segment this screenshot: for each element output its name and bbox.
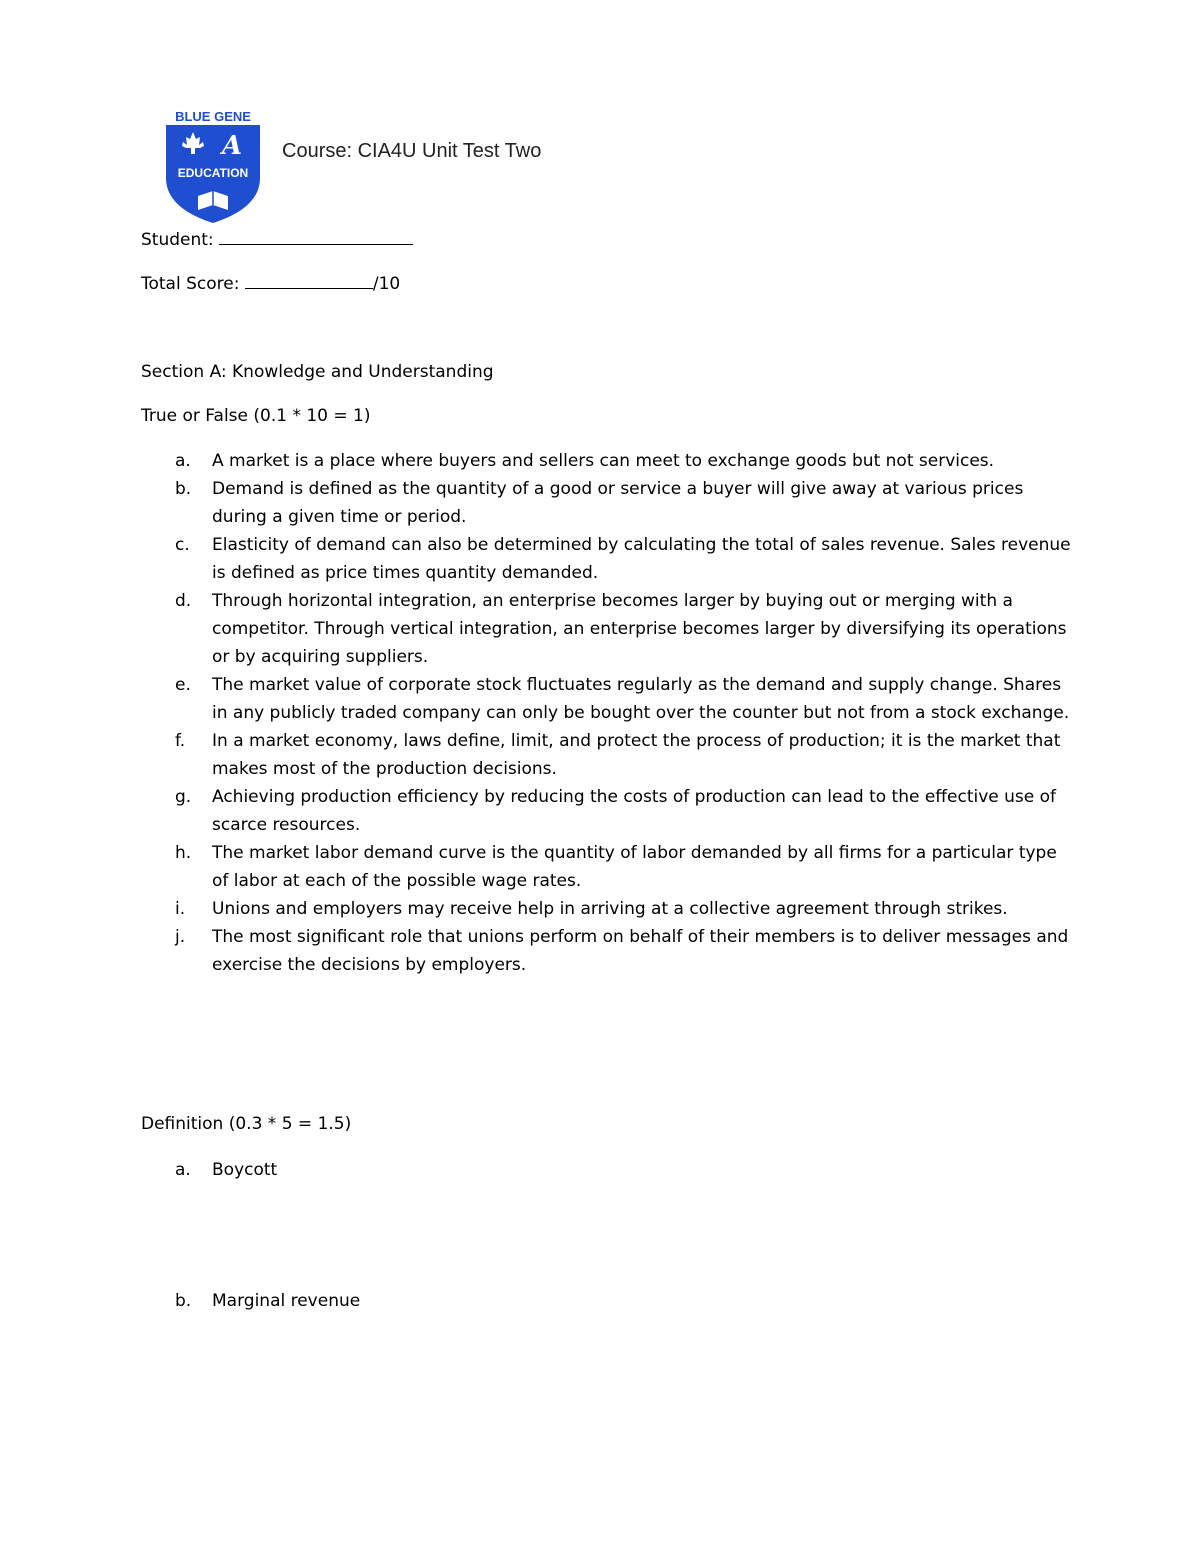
list-item (141, 839, 1071, 895)
list-item (141, 895, 1071, 923)
section-heading: Section A: Knowledge and Understanding (141, 362, 494, 382)
student-label: Student: (141, 230, 214, 250)
item-letter: f. (175, 731, 186, 751)
list-item (141, 447, 1071, 475)
list-item (141, 727, 1071, 783)
item-text: A market is a place where buyers and sellers can meet to exchange goods but not services. (212, 451, 995, 471)
list-item (141, 587, 1071, 671)
blue-gene-education-logo (160, 108, 266, 224)
item-letter: b. (175, 1291, 192, 1311)
logo-bottom-text: EDUCATION (177, 166, 249, 180)
item-text: The most significant role that unions perform on behalf of their members is to deliver messages and exercise the decisions by employers. (212, 927, 1069, 975)
item-letter: g. (175, 787, 192, 807)
item-letter: a. (175, 451, 191, 471)
item-letter: j. (175, 927, 186, 947)
list-item (141, 671, 1071, 727)
list-item (141, 923, 1071, 979)
item-letter: c. (175, 535, 190, 555)
item-text: The market labor demand curve is the quantity of labor demanded by all firms for a particular type of labor at each of the possible wage rates. (212, 843, 1057, 891)
list-item (141, 531, 1071, 587)
list-item (141, 783, 1071, 839)
course-title: Course: CIA4U Unit Test Two (282, 140, 542, 162)
item-letter: d. (175, 591, 192, 611)
item-text: The market value of corporate stock fluctuates regularly as the demand and supply change. Shares in any publicly traded company can only be bought over the counter but not from a stock exchange. (212, 675, 1070, 723)
true-false-list (141, 447, 1071, 979)
student-field (141, 230, 413, 250)
item-text: Boycott (212, 1160, 278, 1180)
item-letter: h. (175, 843, 192, 863)
item-letter: e. (175, 675, 191, 695)
definition-item-marginal-revenue (141, 1287, 1071, 1315)
item-letter: a. (175, 1160, 191, 1180)
item-text: Demand is defined as the quantity of a good or service a buyer will give away at various prices during a given time or period. (212, 479, 1024, 527)
item-text: Achieving production efficiency by reducing the costs of production can lead to the effective use of scarce resources. (212, 787, 1057, 835)
gothic-letter-icon: A (221, 131, 243, 161)
true-false-heading: True or False (0.1 * 10 = 1) (141, 406, 371, 426)
score-blank-line (245, 274, 373, 289)
definition-heading: Definition (0.3 * 5 = 1.5) (141, 1114, 352, 1134)
item-text: Through horizontal integration, an enterprise becomes larger by buying out or merging with a competitor. Through vertical integration, an enterprise becomes larger by diversifying its operations or by acquiring suppliers. (212, 591, 1067, 667)
total-score-label: Total Score: (141, 274, 240, 294)
student-blank-line (219, 230, 413, 245)
list-item (141, 1287, 1071, 1315)
item-text: Marginal revenue (212, 1291, 361, 1311)
score-denominator: /10 (372, 274, 401, 294)
list-item (141, 1156, 1071, 1184)
logo-top-text: BLUE GENE (175, 109, 251, 124)
definition-item-boycott (141, 1156, 1071, 1184)
item-letter: i. (175, 899, 186, 919)
list-item (141, 475, 1071, 531)
total-score-field (141, 274, 400, 294)
item-text: Elasticity of demand can also be determined by calculating the total of sales revenue. Sales revenue is defined as price times quantity demanded. (212, 535, 1071, 583)
item-text: In a market economy, laws define, limit, and protect the process of production; it is the market that makes most of the production decisions. (212, 731, 1061, 779)
item-letter: b. (175, 479, 192, 499)
item-text: Unions and employers may receive help in arriving at a collective agreement through strikes. (212, 899, 1008, 919)
